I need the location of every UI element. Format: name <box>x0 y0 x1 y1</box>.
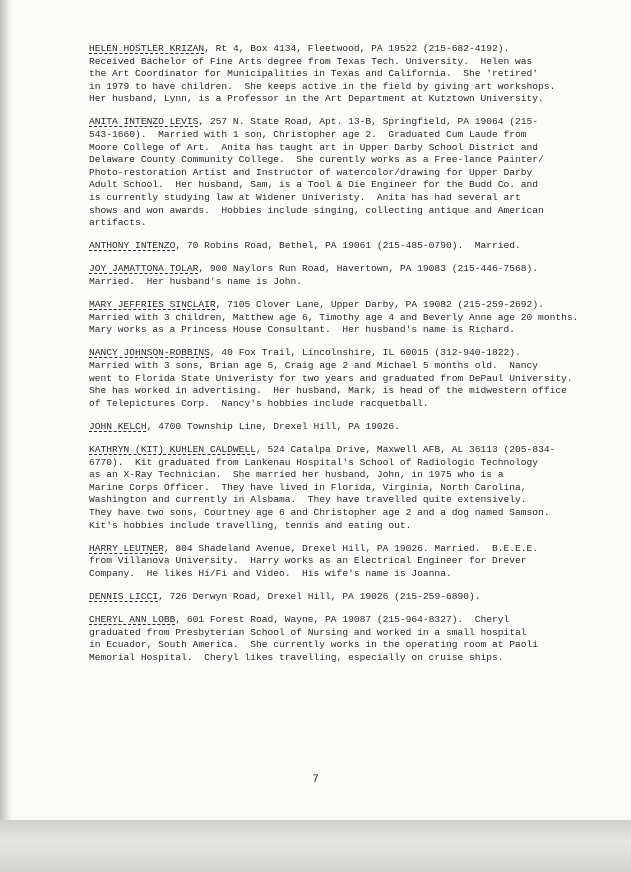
entry-text: , 900 Naylors Run Road, Havertown, PA 19083 (215-446-7568). Married. Her husband's name is John. <box>89 263 539 287</box>
entry-name: DENNIS LICCI <box>89 590 159 602</box>
directory-entry <box>89 116 609 229</box>
directory-entry <box>89 444 609 532</box>
directory-entry <box>89 614 609 664</box>
directory-entries <box>89 43 609 675</box>
entry-text: , 804 Shadeland Avenue, Drexel Hill, PA 19026. Married. B.E.E.E. from Villanova University. Harry works as an Electrical Engineer for Drever Company. He likes Hi/Fi and Video. His wife's name is Joanna. <box>89 542 539 579</box>
page-number: 7 <box>312 774 319 786</box>
entry-name: MARY JEFFRIES SINCLAIR <box>89 299 216 311</box>
entry-name: JOY JAMATTONA TOLAR <box>89 263 199 275</box>
entry-text: , 40 Fox Trail, Lincolnshire, IL 60015 (312-940-1822). Married with 3 sons, Brian age 5, Craig age 2 and Michael 5 months old. Nancy went to Florida State Univeristy for two years and graduated from DePaul University. She has worked in advertising. Her husband, Mark, is head of the midwestern office of Telepictures Corp. Nancy's hobbies include racquetball. <box>89 347 573 409</box>
entry-text: , Rt 4, Box 4134, Fleetwood, PA 19522 (215-682-4192). Received Bachelor of Fine Arts degree from Texas Tech. University. Helen was the Art Coordinator for Municipalities in Texas and California. She 'retired' in 1979 to have children. She keeps active in the field by giving art workshops. Her husband, Lynn, is a Professor in the Art Department at Kutztown University. <box>89 43 556 105</box>
entry-name: ANTHONY INTENZO <box>89 240 176 252</box>
directory-entry <box>89 347 609 410</box>
entry-text: , 7105 Clover Lane, Upper Darby, PA 19082 (215-259-2692). Married with 3 children, Matthew age 6, Timothy age 4 and Beverly Anne age 20 months. Mary works as a Princess House Consultant. Her husband's name is Richard. <box>89 299 579 336</box>
entry-text: , 70 Robins Road, Bethel, PA 19061 (215-485-0790). Married. <box>175 240 521 252</box>
entry-text: , 524 Catalpa Drive, Maxwell AFB, AL 36113 (205-834- 6770). Kit graduated from Lankenau Hospital's School of Radiologic Technology as an X-Ray Technician. She married her husband, John, in 1975 who is a Marine Corps Officer. They have lived in Florida, Virginia, North Carolina, Washington and currently in Alsbama. They have travelled quite extensively. They have two sons, Courtney age 6 and Christopher age 2 and a dog named Samson. Kit's hobbies include travelling, tennis and eating out. <box>89 443 556 531</box>
directory-entry <box>89 421 609 434</box>
entry-name: HELEN HOSTLER KRIZAN <box>89 43 205 54</box>
entry-name: JOHN KELCH <box>89 420 147 432</box>
entry-name: ANITA INTENZO LEVIS <box>89 116 199 128</box>
entry-name: HARRY LEUTNER <box>89 542 164 554</box>
entry-name: NANCY JOHNSON-ROBBINS <box>89 347 210 359</box>
page-bottom-edge <box>0 820 631 872</box>
directory-entry <box>89 43 609 106</box>
entry-name: CHERYL ANN LOBB <box>89 613 176 625</box>
directory-entry <box>89 591 609 604</box>
entry-text: , 601 Forest Road, Wayne, PA 19087 (215-964-8327). Cheryl graduated from Presbyterian School of Nursing and worked in a small hospital in Ecuador, South America. She currently works in the operating room at Paoli Memorial Hospital. Cheryl likes travelling, especially on cruise ships. <box>89 613 539 663</box>
directory-entry <box>89 263 609 288</box>
binding-shadow <box>0 0 12 820</box>
directory-entry <box>89 543 609 581</box>
entry-text: , 726 Derwyn Road, Drexel Hill, PA 19026 (215-259-6890). <box>158 590 481 602</box>
entry-name: KATHRYN (KIT) KUHLEN CALDWELL <box>89 443 256 455</box>
entry-text: , 257 N. State Road, Apt. 13-B, Springfield, PA 19064 (215- 543-1660). Married with 1 son, Christopher age 2. Graduated Cum Laude from Moore College of Art. Anita has taught art in Upper Darby School District and Delaware County Community College. She curently works as a Free-lance Painter/ Photo-restoration Artist and Instructor of watercolor/drawing for Upper Darby Adult School. Her husband, Sam, is a Tool & Die Engineer for the Budd Co. and is currently studying law at Widener Univeristy. Anita has had several art shows and won awards. Hobbies include singing, collecting antique and American artifacts. <box>89 116 544 229</box>
directory-entry <box>89 299 609 337</box>
directory-entry <box>89 240 609 253</box>
entry-text: , 4700 Township Line, Drexel Hill, PA 19026. <box>146 420 400 432</box>
